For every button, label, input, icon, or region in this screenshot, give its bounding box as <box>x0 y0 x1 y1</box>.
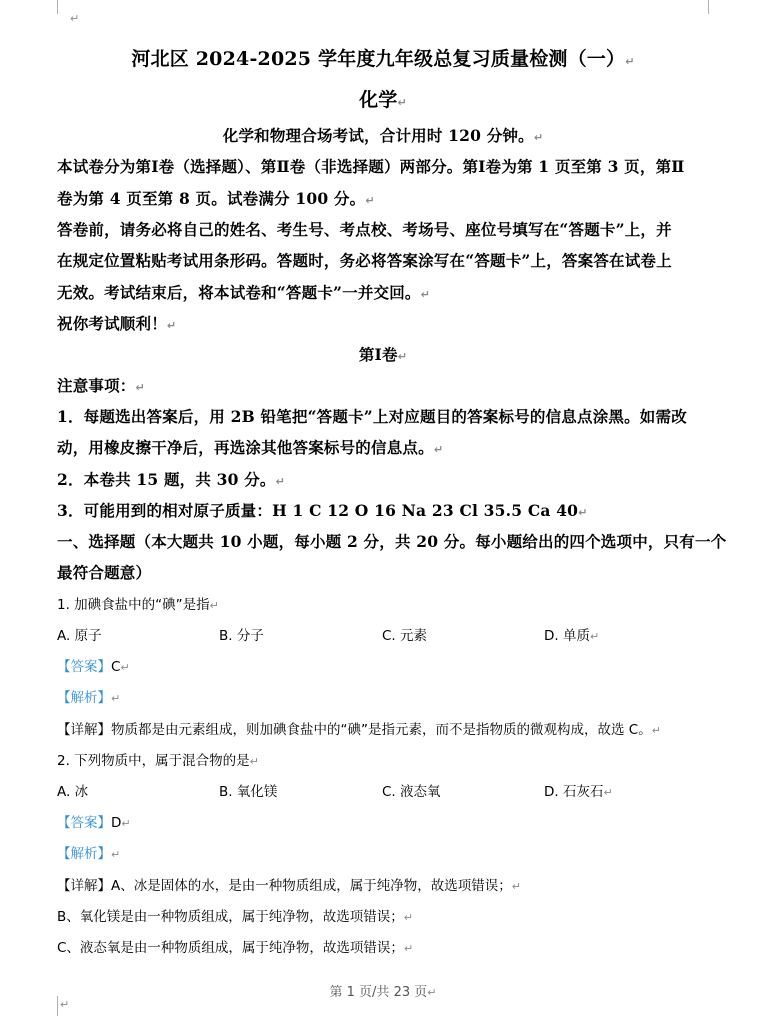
detail-tag: 【详解】 <box>57 878 111 894</box>
section-heading: 一、选择题（本大题共 10 小题，每小题 2 分，共 20 分。每小题给出的四个选项中，只有一个 <box>57 532 727 551</box>
question-stem: 2. 下列物质中，属于混合物的是↵ <box>57 753 259 769</box>
analysis-line: 【解析】↵ <box>57 846 121 862</box>
detail-line: B、氧化镁是由一种物质组成，属于纯净物，故选项错误；↵ <box>57 909 413 925</box>
answer-tag: 【答案】 <box>57 815 111 831</box>
detail-line: C、液态氧是由一种物质组成，属于纯净物，故选项错误；↵ <box>57 940 414 956</box>
part-title: 第Ⅰ卷↵ <box>358 345 408 364</box>
detail-line: 【详解】物质都是由元素组成，则加碘食盐中的“碘”是指元素，而不是指物质的微观构成，故选 C。↵ <box>57 722 661 738</box>
option-c: C. 元素 <box>382 628 428 644</box>
corner-mark-top-left <box>57 0 58 14</box>
option-d: D. 石灰石↵ <box>544 784 613 800</box>
detail-line: 【详解】A、冰是固体的水，是由一种物质组成，属于纯净物，故选项错误；↵ <box>57 878 521 894</box>
option-a: A. 冰 <box>57 784 89 800</box>
notice-line: 2．本卷共 15 题，共 30 分。↵ <box>57 470 286 489</box>
corner-mark-top-right <box>708 0 709 14</box>
option-d: D. 单质↵ <box>544 628 600 644</box>
intro-line: 无效。考试结束后，将本试卷和“答题卡”一并交回。↵ <box>57 283 431 302</box>
option-a: A. 原子 <box>57 628 102 644</box>
page-footer: 第 1 页/共 23 页↵ <box>329 985 437 1000</box>
intro-line: 本试卷分为第Ⅰ卷（选择题）、第Ⅱ卷（非选择题）两部分。第Ⅰ卷为第 1 页至第 3 页，第Ⅱ <box>57 157 685 176</box>
question-stem: 1. 加碘食盐中的“碘”是指↵ <box>57 597 219 613</box>
analysis-line: 【解析】↵ <box>57 690 121 706</box>
option-b: B. 氧化镁 <box>219 784 278 800</box>
exam-note: 化学和物理合场考试，合计用时 120 分钟。↵ <box>222 126 544 145</box>
paragraph-mark-icon: ↵ <box>70 12 80 25</box>
detail-tag: 【详解】 <box>57 722 111 738</box>
document-title: 河北区 2024-2025 学年度九年级总复习质量检测（一）↵ <box>131 48 635 70</box>
intro-line: 在规定位置粘贴考试用条形码。答题时，务必将答案涂写在“答题卡”上，答案答在试卷上 <box>57 251 672 270</box>
intro-line: 答卷前，请务必将自己的姓名、考生号、考点校、考场号、座位号填写在“答题卡”上，并 <box>57 220 672 239</box>
answer-line: 【答案】D↵ <box>57 815 131 831</box>
notice-line: 1．每题选出答案后，用 2B 铅笔把“答题卡”上对应题目的答案标号的信息点涂黑。如需改 <box>57 407 687 426</box>
paragraph-mark-icon: ↵ <box>60 998 70 1011</box>
answer-line: 【答案】C↵ <box>57 659 130 675</box>
analysis-tag: 【解析】 <box>57 690 111 706</box>
option-b: B. 分子 <box>219 628 264 644</box>
option-c: C. 液态氧 <box>382 784 441 800</box>
section-heading: 最符合题意） <box>57 563 152 582</box>
analysis-tag: 【解析】 <box>57 846 111 862</box>
answer-tag: 【答案】 <box>57 659 111 675</box>
intro-line: 祝你考试顺利！↵ <box>57 314 177 333</box>
notice-line: 动，用橡皮擦干净后，再选涂其他答案标号的信息点。↵ <box>57 438 444 457</box>
intro-line: 卷为第 4 页至第 8 页。试卷满分 100 分。↵ <box>57 189 375 208</box>
notice-label: 注意事项：↵ <box>57 376 145 395</box>
notice-line: 3．可能用到的相对原子质量：H 1 C 12 O 16 Na 23 Cl 35.5 Ca 40↵ <box>57 501 588 520</box>
subject-title: 化学↵ <box>359 89 407 111</box>
